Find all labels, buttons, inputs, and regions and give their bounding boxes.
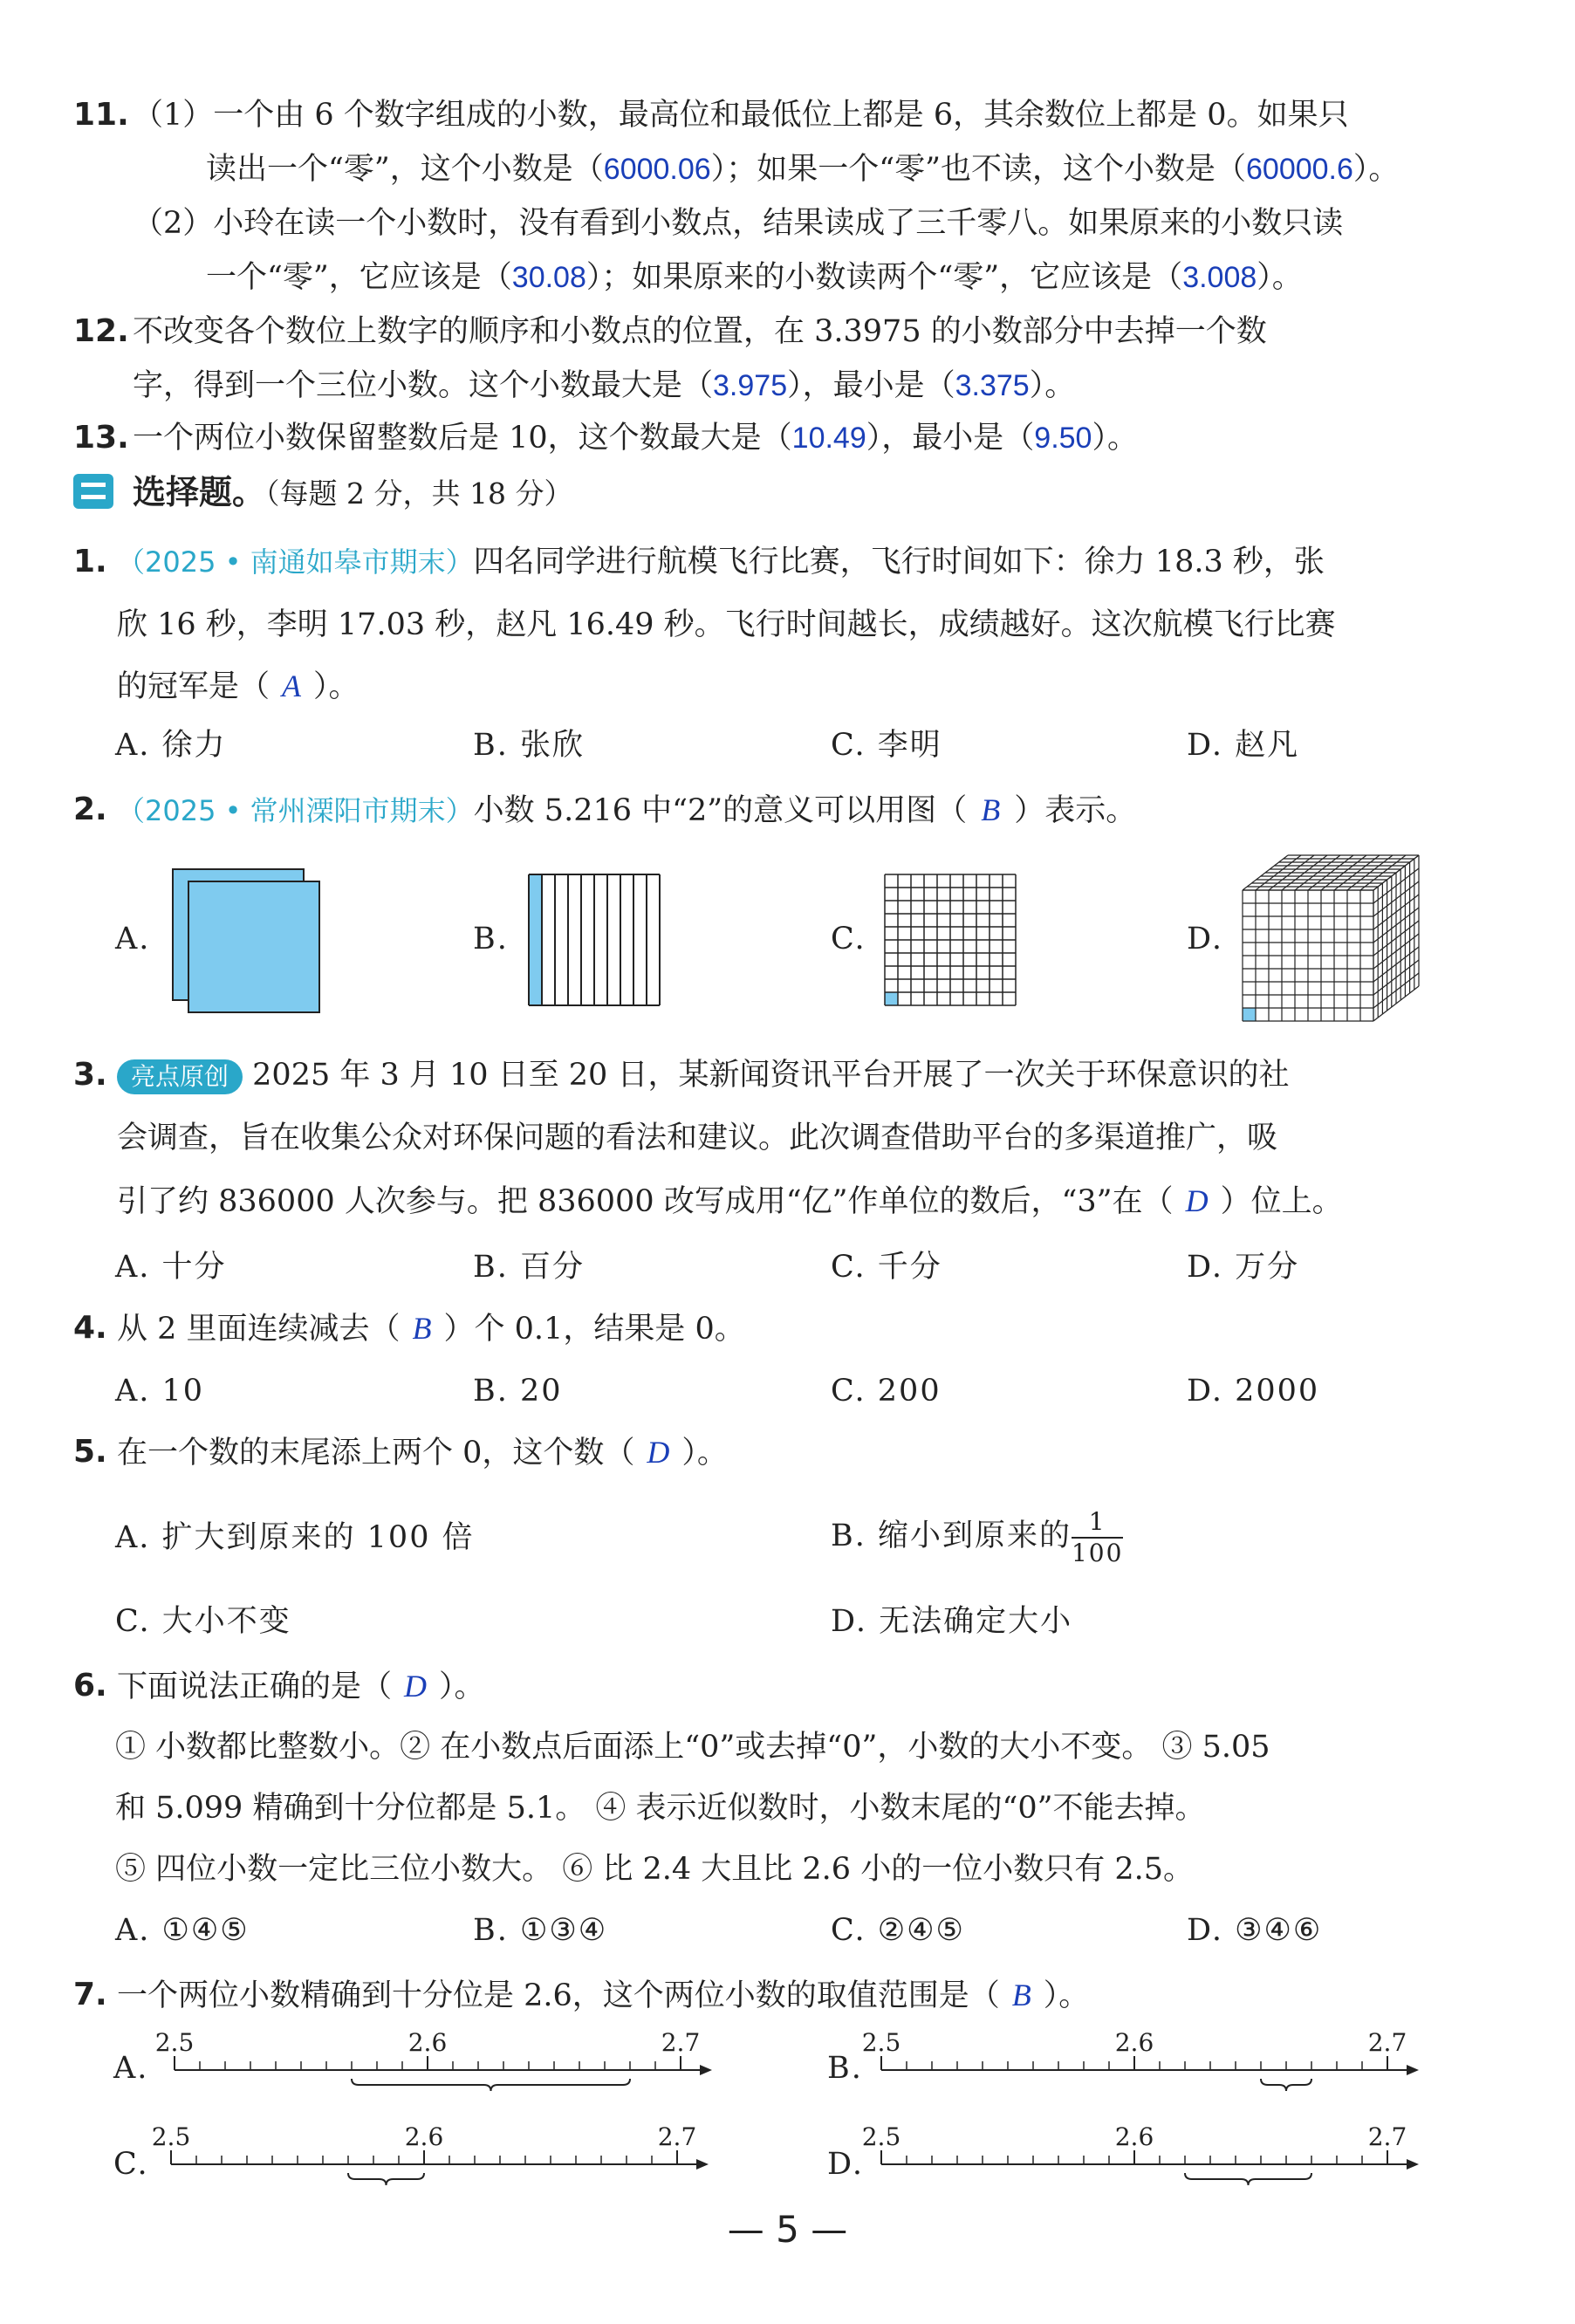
- option-b-label: B.: [473, 922, 509, 956]
- option-b-label: B.: [827, 2051, 863, 2086]
- option-b: B. 20: [473, 1374, 563, 1409]
- text: 从 2 里面连续减去（: [117, 1312, 401, 1347]
- answer: D: [647, 1435, 670, 1470]
- text: 选择题。: [133, 473, 266, 511]
- question-text: [133, 417, 1138, 459]
- text: 在一个数的末尾添上两个 0，这个数（: [117, 1436, 635, 1470]
- range-brace: [1261, 2079, 1311, 2091]
- number-line-b: [861, 2025, 1448, 2112]
- text: ）。: [439, 1669, 485, 1704]
- figure-whole-units: [171, 867, 325, 1016]
- question-number: 1.: [73, 544, 107, 579]
- text: 下面说法正确的是（: [117, 1669, 393, 1704]
- text: 读出一个“零”，这个小数是（: [206, 152, 604, 187]
- question-text: [117, 1665, 485, 1708]
- answer: 9.50: [1034, 422, 1092, 455]
- option-c-label: C.: [831, 922, 866, 956]
- text: 字，得到一个三位小数。这个小数最大是（: [133, 368, 714, 403]
- option-b: B. 百分: [473, 1250, 585, 1285]
- tick-label: 2.7: [661, 2028, 701, 2057]
- text: 四名同学进行航模飞行比赛，飞行时间如下：徐力 18.3 秒，张: [473, 545, 1325, 579]
- question-text: [206, 257, 1303, 298]
- range-brace: [352, 2079, 630, 2091]
- tick-label: 2.6: [1114, 2122, 1154, 2151]
- answer: 10.49: [791, 422, 866, 455]
- text: ）。: [681, 1436, 728, 1470]
- question-text: [133, 311, 1267, 353]
- text: B. 缩小到原来的: [831, 1518, 1072, 1553]
- question-text: [117, 789, 1136, 832]
- range-brace: [348, 2173, 424, 2185]
- section-icon: [73, 474, 113, 509]
- text: ）。: [1352, 152, 1400, 187]
- question-number: 2.: [73, 792, 107, 827]
- statement-line: ⑤ 四位小数一定比三位小数大。 ⑥ 比 2.4 大且比 2.6 小的一位小数只有 2.5。: [115, 1852, 1194, 1887]
- number-line-c: [151, 2119, 738, 2206]
- option-a: A. 10: [115, 1374, 205, 1409]
- option-b: B. ①③④: [473, 1913, 608, 1948]
- text: 的冠军是（: [117, 669, 270, 704]
- text: ）。: [1092, 421, 1138, 456]
- text: 欣 16 秒，李明 17.03 秒，赵凡 16.49 秒。飞行时间越长，成绩越好。这次航模飞行比赛: [117, 607, 1336, 642]
- text: ）位上。: [1220, 1184, 1343, 1219]
- badge: 亮点原创: [117, 1059, 243, 1094]
- text: （每题 2 分，共 18 分）: [265, 476, 573, 511]
- option-c: C. 李明: [831, 728, 942, 763]
- text: 不改变各个数位上数字的顺序和小数点的位置，在 3.3975 的小数部分中去掉一个数: [133, 314, 1267, 349]
- number-line-a: [154, 2025, 742, 2112]
- page-number: — 5 —: [727, 2208, 848, 2251]
- answer: B: [1011, 1978, 1031, 2012]
- text: 2025 年 3 月 10 日至 20 日，某新闻资讯平台开展了一次关于环保意识的社: [252, 1058, 1290, 1093]
- answer: 6000.06: [603, 153, 711, 186]
- figure-tenths-strips: [527, 873, 667, 1012]
- statement-line: ① 小数都比整数小。② 在小数点后面添上“0”或去掉“0”，小数的大小不变。 ③ 5.05: [115, 1730, 1270, 1765]
- tick-label: 2.5: [151, 2122, 191, 2151]
- question-text: [117, 665, 360, 708]
- figure-hundredths-grid: [883, 873, 1023, 1012]
- option-d: D. 2000: [1187, 1374, 1320, 1409]
- option-a: A. 十分: [115, 1250, 227, 1285]
- option-a: A. 扩大到原来的 100 倍: [115, 1520, 475, 1555]
- tick-label: 2.5: [154, 2028, 195, 2057]
- question-text: [133, 94, 1349, 136]
- text: 一个“零”，它应该是（: [206, 260, 512, 295]
- number-line-d: [861, 2119, 1448, 2206]
- tick-label: 2.7: [1367, 2028, 1407, 2057]
- text: （1）一个由 6 个数字组成的小数，最高位和最低位上都是 6，其余数位上都是 0。如果只: [133, 98, 1349, 133]
- source-tag: （2025 • 南通如皋市期末）: [117, 545, 474, 579]
- answer: 3.008: [1182, 261, 1257, 294]
- question-text: [206, 148, 1399, 190]
- option-d: D. 赵凡: [1187, 728, 1300, 763]
- text: ）个 0.1，结果是 0。: [443, 1312, 745, 1347]
- text: ）表示。: [1014, 793, 1137, 828]
- option-a: A. 徐力: [115, 728, 227, 763]
- answer: D: [1185, 1183, 1209, 1218]
- option-a-label: A.: [115, 922, 151, 956]
- question-text: [133, 365, 1075, 407]
- text: ）。: [1257, 260, 1303, 295]
- option-d: D. ③④⑥: [1187, 1913, 1323, 1948]
- denominator: 100: [1071, 1538, 1124, 1567]
- tick-label: 2.7: [1367, 2122, 1407, 2151]
- answer: 60000.6: [1246, 153, 1353, 186]
- numerator: 1: [1088, 1506, 1106, 1536]
- text: ）。: [1043, 1978, 1090, 2013]
- question-text: [117, 1180, 1343, 1223]
- tick-label: 2.5: [861, 2122, 901, 2151]
- question-number: 7.: [73, 1977, 107, 2012]
- question-number: 11.: [73, 97, 129, 133]
- question-number: 12.: [73, 313, 129, 349]
- fraction: [1072, 1507, 1123, 1568]
- option-a-label: A.: [113, 2051, 149, 2086]
- question-text: [117, 1054, 1289, 1096]
- question-text: [117, 1307, 745, 1350]
- option-d: D. 万分: [1187, 1250, 1300, 1285]
- statement-line: 和 5.099 精确到十分位都是 5.1。 ④ 表示近似数时，小数末尾的“0”不能去掉。: [115, 1791, 1206, 1826]
- question-text: [117, 1117, 1277, 1159]
- answer: D: [404, 1669, 428, 1704]
- answer: 3.975: [713, 369, 788, 402]
- option-c-label: C.: [113, 2147, 149, 2182]
- option-d-label: D.: [1187, 922, 1223, 956]
- question-number: 5.: [73, 1434, 107, 1470]
- question-text: [133, 202, 1343, 244]
- answer: B: [412, 1311, 432, 1346]
- text: ），最小是（: [866, 421, 1035, 456]
- option-c: C. 大小不变: [115, 1604, 291, 1639]
- figure-thousandths-cube: [1239, 850, 1431, 1033]
- question-text: [117, 1974, 1089, 2017]
- question-text: [117, 1431, 728, 1474]
- text: 小数 5.216 中“2”的意义可以用图（: [473, 793, 968, 828]
- text: ）。: [1029, 368, 1076, 403]
- answer: A: [282, 668, 302, 703]
- answer: 3.375: [955, 369, 1030, 402]
- tick-label: 2.6: [407, 2028, 448, 2057]
- tick-label: 2.6: [404, 2122, 444, 2151]
- source-tag: （2025 • 常州溧阳市期末）: [117, 794, 474, 827]
- option-a: A. ①④⑤: [115, 1913, 250, 1948]
- answer: B: [981, 792, 1001, 827]
- range-brace: [1185, 2173, 1311, 2185]
- option-b: B. 张欣: [473, 728, 585, 763]
- option-d-label: D.: [827, 2147, 864, 2182]
- answer: 30.08: [511, 261, 586, 294]
- option-b: [831, 1501, 1123, 1571]
- text: 一个两位小数保留整数后是 10，这个数最大是（: [133, 421, 792, 456]
- question-text: [117, 541, 1325, 583]
- question-number: 13.: [73, 420, 129, 456]
- question-text: [117, 604, 1336, 646]
- text: 引了约 836000 人次参与。把 836000 改写成用“亿”作单位的数后，“3”在（: [117, 1184, 1174, 1219]
- text: （2）小玲在读一个小数时，没有看到小数点，结果读成了三千零八。如果原来的小数只读: [133, 206, 1344, 241]
- option-c: C. 200: [831, 1374, 942, 1409]
- tick-label: 2.5: [861, 2028, 901, 2057]
- option-c: C. 千分: [831, 1250, 942, 1285]
- option-d: D. 无法确定大小: [831, 1604, 1073, 1639]
- question-number: 3.: [73, 1057, 107, 1093]
- text: ）；如果一个“零”也不读，这个小数是（: [710, 152, 1246, 187]
- question-number: 4.: [73, 1310, 107, 1346]
- text: 一个两位小数精确到十分位是 2.6，这个两位小数的取值范围是（: [117, 1978, 1000, 2013]
- section-title: [133, 471, 572, 515]
- text: 会调查，旨在收集公众对环保问题的看法和建议。此次调查借助平台的多渠道推广，吸: [117, 1121, 1278, 1155]
- question-number: 6.: [73, 1668, 107, 1704]
- text: ）。: [313, 669, 360, 704]
- text: ）；如果原来的小数读两个“零”，它应该是（: [585, 260, 1183, 295]
- tick-label: 2.6: [1114, 2028, 1154, 2057]
- text: ），最小是（: [787, 368, 955, 403]
- option-c: C. ②④⑤: [831, 1913, 965, 1948]
- tick-label: 2.7: [657, 2122, 697, 2151]
